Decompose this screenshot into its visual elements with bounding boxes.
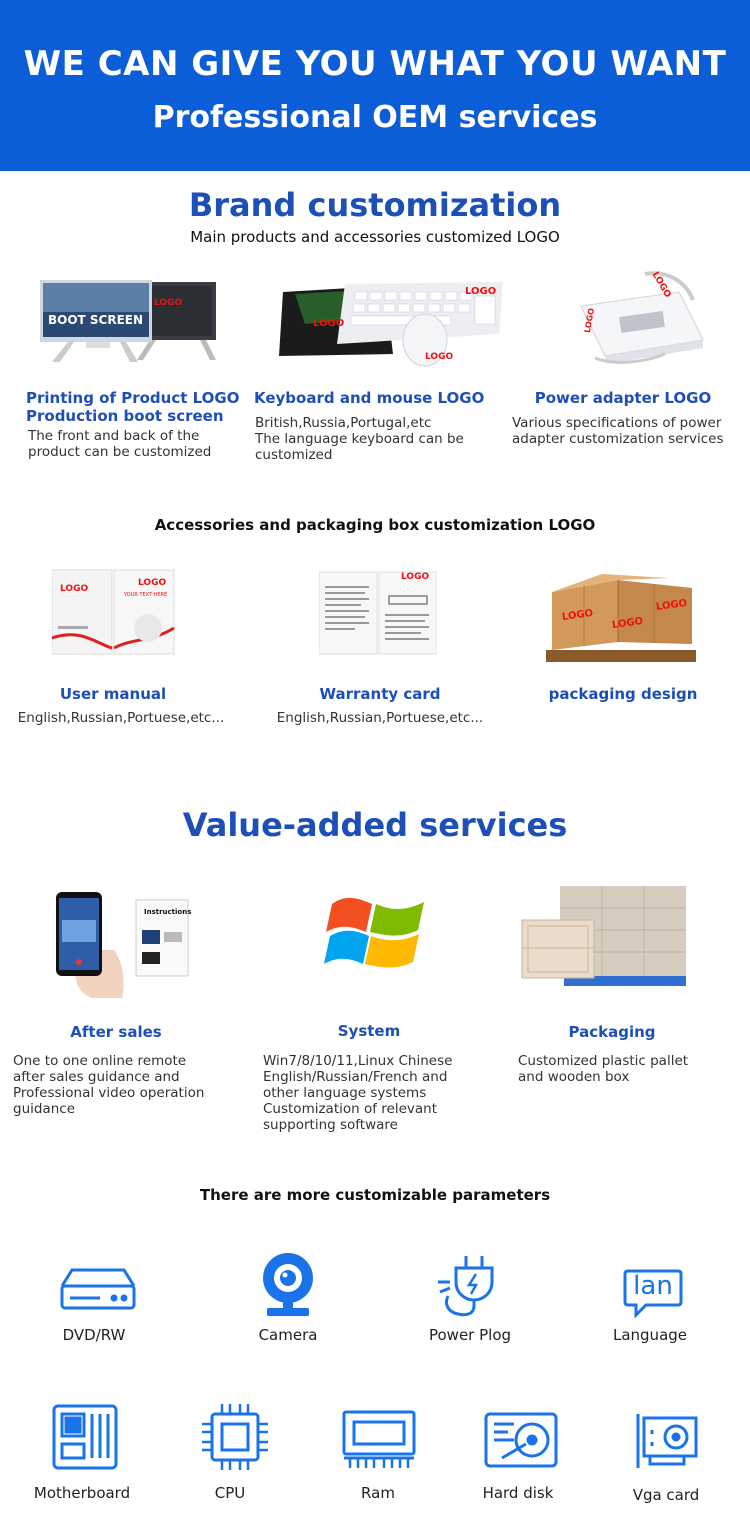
monitor-logo-text: LOGO bbox=[154, 298, 183, 308]
banner-title: WE CAN GIVE YOU WHAT YOU WANT bbox=[23, 44, 727, 84]
value-desc: One to one online remote after sales guidance and Professional video operation guidance bbox=[13, 1053, 205, 1117]
banner-subtitle: Professional OEM services bbox=[152, 100, 598, 135]
param-vga-card bbox=[596, 1400, 736, 1510]
value-section-title: Value-added services bbox=[182, 806, 568, 844]
accessories-subtitle: Accessories and packaging box customization LOGO bbox=[154, 516, 596, 534]
brand-item-heading: Keyboard and mouse LOGO bbox=[254, 389, 485, 407]
warranty-logo-text: LOGO bbox=[401, 572, 430, 582]
adapter-logo-text: LOGO bbox=[649, 270, 673, 300]
manual-your-text: YOUR TEXT HERE bbox=[124, 592, 168, 598]
manual-logo-text-2: LOGO bbox=[138, 578, 167, 588]
param-dvd bbox=[24, 1250, 164, 1350]
adapter-logo-text-2: LOGO bbox=[582, 307, 597, 334]
user-manual-image bbox=[52, 568, 176, 658]
keyboard-image bbox=[275, 274, 505, 370]
carton-boxes-image bbox=[542, 570, 702, 666]
brand-item-keyboard bbox=[250, 270, 500, 470]
brand-item-desc: British,Russia,Portugal,etc The language keyboard can be customized bbox=[255, 415, 464, 463]
header-banner bbox=[0, 0, 750, 171]
mouse-logo-text: LOGO bbox=[425, 352, 454, 362]
param-ram bbox=[308, 1400, 448, 1510]
brand-item-heading: Printing of Product LOGO Production boot screen bbox=[26, 389, 240, 425]
brand-item-desc: The front and back of the product can be customized bbox=[28, 428, 212, 460]
param-label: Power Plog bbox=[428, 1326, 512, 1344]
accessory-heading: packaging design bbox=[548, 685, 698, 703]
brand-item-desc: Various specifications of power adapter customization services bbox=[512, 415, 724, 447]
param-cpu bbox=[160, 1400, 300, 1510]
param-hard-disk bbox=[448, 1400, 588, 1510]
accessory-desc: English,Russian,Portuese,etc... bbox=[17, 710, 225, 726]
value-desc: Win7/8/10/11,Linux Chinese English/Russian/French and other language systems Customization of relevant supporting software bbox=[263, 1053, 453, 1133]
param-label: Language bbox=[612, 1326, 688, 1344]
param-label: DVD/RW bbox=[62, 1326, 126, 1344]
param-label: Motherboard bbox=[33, 1484, 131, 1502]
pallet-crate-image bbox=[520, 882, 690, 994]
carton-logo-text: LOGO bbox=[561, 607, 594, 624]
adapter-image bbox=[575, 270, 705, 366]
value-heading: System bbox=[337, 1022, 401, 1040]
accessory-packaging-design bbox=[500, 560, 750, 740]
param-motherboard bbox=[12, 1400, 152, 1510]
brand-section-title: Brand customization bbox=[188, 186, 562, 224]
boot-screen-text: BOOT SCREEN bbox=[48, 313, 144, 327]
power-plug-icon bbox=[436, 1252, 502, 1318]
brand-section-subtitle: Main products and accessories customized LOGO bbox=[190, 228, 560, 246]
value-item-after-sales bbox=[0, 880, 250, 1130]
mousepad-logo-text: LOGO bbox=[313, 318, 345, 329]
brand-item-adapter bbox=[500, 270, 750, 470]
webcam-icon bbox=[261, 1252, 315, 1318]
accessory-warranty-card bbox=[255, 560, 505, 740]
param-label: Vga card bbox=[632, 1486, 700, 1504]
dvd-drive-icon bbox=[58, 1264, 138, 1312]
windows-logo-image bbox=[324, 890, 428, 982]
brand-item-heading: Power adapter LOGO bbox=[534, 389, 712, 407]
hard-disk-icon bbox=[484, 1410, 558, 1470]
accessory-heading: User manual bbox=[59, 685, 167, 703]
cpu-icon bbox=[200, 1402, 270, 1472]
phone-instructions-image bbox=[52, 890, 192, 1002]
params-subtitle: There are more customizable parameters bbox=[199, 1186, 551, 1204]
keyboard-logo-text: LOGO bbox=[465, 286, 497, 297]
instructions-text: Instructions bbox=[144, 908, 192, 916]
param-label: CPU bbox=[214, 1484, 246, 1502]
monitor-image bbox=[38, 278, 223, 374]
param-label: Ram bbox=[361, 1484, 395, 1502]
value-desc: Customized plastic pallet and wooden box bbox=[518, 1053, 689, 1085]
manual-logo-text: LOGO bbox=[60, 584, 89, 594]
param-label: Hard disk bbox=[482, 1484, 554, 1502]
param-label: Camera bbox=[258, 1326, 318, 1344]
param-power-plug bbox=[400, 1250, 540, 1350]
accessory-desc: English,Russian,Portuese,etc... bbox=[276, 710, 484, 726]
ram-icon bbox=[342, 1408, 416, 1470]
value-item-packaging bbox=[500, 880, 750, 1130]
param-language bbox=[580, 1250, 720, 1350]
language-icon bbox=[622, 1268, 684, 1318]
carton-logo-text-3: LOGO bbox=[655, 597, 688, 614]
value-heading: After sales bbox=[70, 1023, 162, 1041]
motherboard-icon bbox=[52, 1404, 118, 1470]
language-icon-text: lan bbox=[633, 1271, 673, 1301]
accessory-heading: Warranty card bbox=[319, 685, 441, 703]
vga-card-icon bbox=[636, 1412, 698, 1470]
param-camera bbox=[218, 1250, 358, 1350]
accessory-user-manual bbox=[0, 560, 250, 740]
warranty-card-image bbox=[319, 570, 437, 656]
brand-item-boot-screen bbox=[0, 270, 250, 470]
carton-logo-text-2: LOGO bbox=[611, 615, 644, 632]
value-heading: Packaging bbox=[568, 1023, 656, 1041]
value-item-system bbox=[250, 880, 500, 1150]
